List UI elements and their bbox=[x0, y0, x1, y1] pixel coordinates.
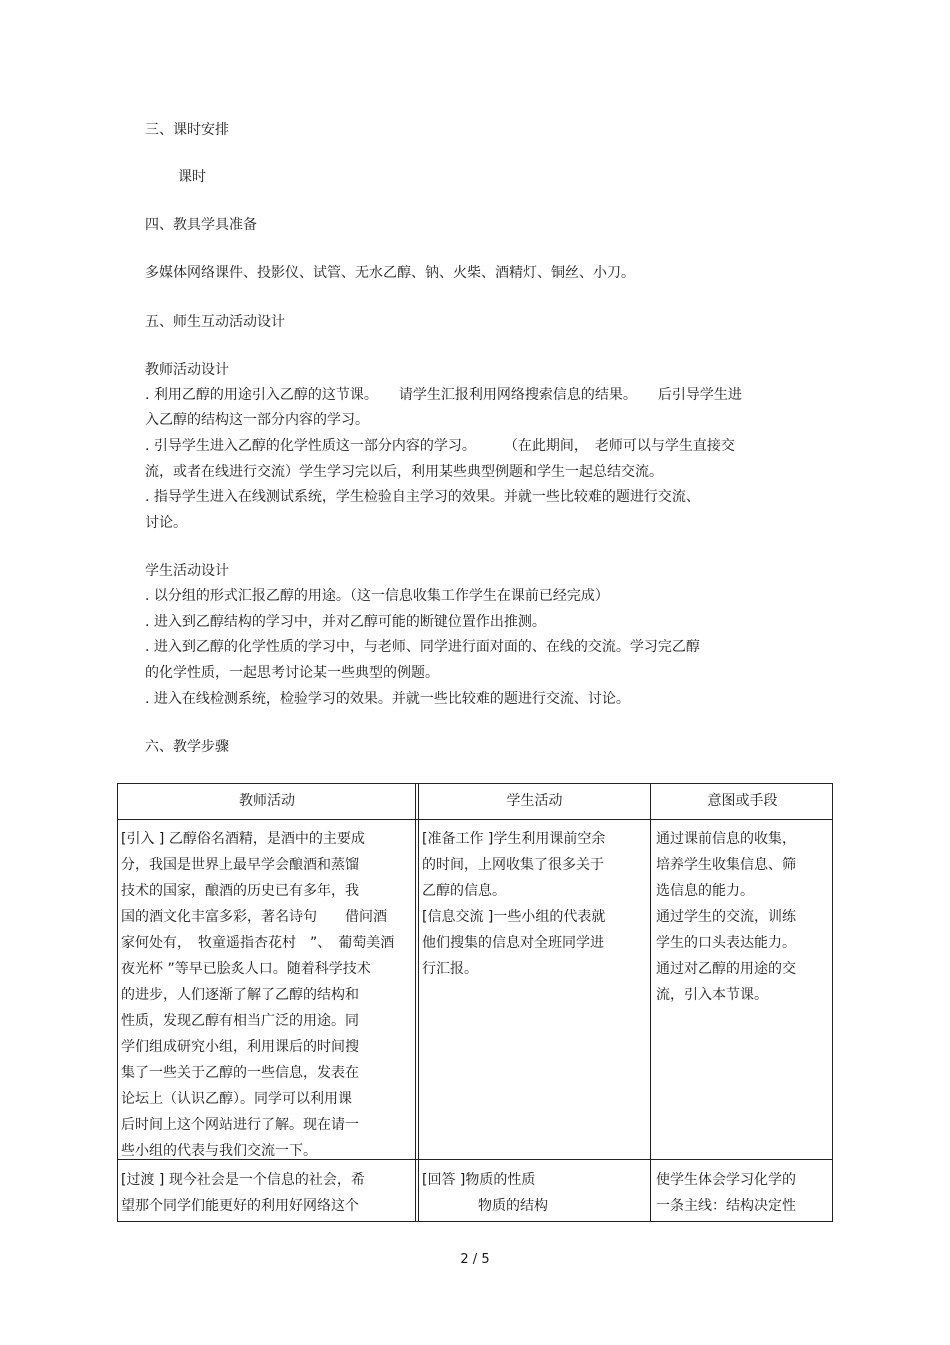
teacher-activity-line: 流，或者在线进行交流）学生学习完以后，利用某些典型例题和学生一起总结交流。 bbox=[145, 464, 663, 480]
cell-line: [过渡 ] 现今社会是一个信息的社会，希 bbox=[121, 1172, 365, 1188]
cell-line: 望那个同学们能更好的利用好网络这个 bbox=[121, 1198, 359, 1214]
column-divider bbox=[650, 784, 651, 1221]
cell-line: 夜光杯 ”等早已脍炙人口。随着科学技术 bbox=[121, 961, 371, 977]
cell-line: 一条主线：结构决定性 bbox=[656, 1198, 796, 1214]
column-divider bbox=[415, 784, 419, 1221]
cell-line: 性质，发现乙醇有相当广泛的用途。同 bbox=[121, 1013, 359, 1029]
cell-line: 论坛上（认识乙醇）。同学可以利用课 bbox=[121, 1091, 352, 1107]
cell-line: 通过对乙醇的用途的交 bbox=[656, 961, 796, 977]
cell-line: 行汇报。 bbox=[422, 961, 478, 977]
teacher-activity-line: . 指导学生进入在线测试系统，学生检验自主学习的效果。并就一些比较难的题进行交流、 bbox=[145, 489, 700, 505]
teacher-activity-line: . 利用乙醇的用途引入乙醇的这节课。 请学生汇报利用网络搜索信息的结果。 后引导学生进 bbox=[145, 387, 742, 403]
teaching-steps-table bbox=[117, 783, 833, 1222]
student-activity-line: . 进入到乙醇的化学性质的学习中，与老师、同学进行面对面的、在线的交流。学习完乙醇 bbox=[145, 639, 700, 655]
cell-line: [准备工作 ]学生利用课前空余 bbox=[422, 831, 606, 847]
row1-teacher-cell bbox=[121, 826, 394, 1164]
cell-line: 选信息的能力。 bbox=[656, 883, 754, 899]
cell-line: [回答 ]物质的性质 bbox=[422, 1172, 536, 1188]
teacher-activity-line: 入乙醇的结构这一部分内容的学习。 bbox=[145, 412, 369, 428]
cell-line: 物质的结构 bbox=[422, 1198, 548, 1214]
section-3-value: 课时 bbox=[178, 169, 206, 185]
section-5-heading: 五、师生互动活动设计 bbox=[145, 314, 285, 330]
student-activity-line: . 进入在线检测系统，检验学习的效果。并就一些比较难的题进行交流、讨论。 bbox=[145, 691, 630, 707]
cell-line: 通过课前信息的收集， bbox=[656, 831, 796, 847]
cell-line: 国的酒文化丰富多彩，著名诗句 借问酒 bbox=[121, 909, 387, 925]
cell-line: 使学生体会学习化学的 bbox=[656, 1172, 796, 1188]
row1-intent-cell bbox=[656, 826, 796, 1008]
cell-line: 学们组成研究小组，利用课后的时间搜 bbox=[121, 1039, 359, 1055]
cell-line: 乙醇的信息。 bbox=[422, 883, 506, 899]
cell-line: [信息交流 ]一些小组的代表就 bbox=[422, 909, 606, 925]
page-number: 2 / 5 bbox=[460, 1252, 490, 1267]
header-divider bbox=[118, 819, 832, 820]
cell-line: 他们搜集的信息对全班同学进 bbox=[422, 935, 604, 951]
row2-teacher-cell bbox=[121, 1167, 365, 1219]
header-student: 学生活动 bbox=[506, 793, 563, 809]
student-activity-line: . 以分组的形式汇报乙醇的用途。（这一信息收集工作学生在课前已经完成） bbox=[145, 588, 609, 604]
section-4-value: 多媒体网络课件、投影仪、试管、无水乙醇、钠、火柴、酒精灯、铜丝、小刀。 bbox=[145, 265, 635, 281]
cell-line: 的进步，人们逐渐了解了乙醇的结构和 bbox=[121, 987, 359, 1003]
cell-line: 家何处有， 牧童遥指杏花村 ”、 葡萄美酒 bbox=[121, 935, 395, 951]
section-6-heading: 六、教学步骤 bbox=[145, 739, 229, 755]
cell-line: 技术的国家，酿酒的历史已有多年，我 bbox=[121, 883, 359, 899]
row2-intent-cell bbox=[656, 1167, 796, 1219]
cell-line: 分，我国是世界上最早学会酿酒和蒸馏 bbox=[121, 857, 359, 873]
row2-student-cell bbox=[422, 1167, 548, 1219]
student-activity-title: 学生活动设计 bbox=[145, 563, 229, 579]
section-3-heading: 三、课时安排 bbox=[145, 122, 229, 138]
teacher-activity-line: 讨论。 bbox=[145, 515, 187, 531]
row1-student-cell bbox=[422, 826, 605, 982]
cell-line: 集了一些关于乙醇的一些信息，发表在 bbox=[121, 1065, 359, 1081]
header-teacher: 教师活动 bbox=[239, 793, 295, 809]
cell-line: 的时间，上网收集了很多关于 bbox=[422, 857, 604, 873]
cell-line: [引入 ] 乙醇俗名酒精，是酒中的主要成 bbox=[121, 831, 365, 847]
header-intent: 意图或手段 bbox=[707, 793, 778, 809]
section-4-heading: 四、教具学具准备 bbox=[145, 217, 257, 233]
cell-line: 些小组的代表与我们交流一下。 bbox=[121, 1143, 317, 1159]
teacher-activity-line: . 引导学生进入乙醇的化学性质这一部分内容的学习。 （在此期间， 老师可以与学生直接交 bbox=[145, 438, 735, 454]
student-activity-line: 的化学性质，一起思考讨论某一些典型的例题。 bbox=[145, 665, 439, 681]
cell-line: 培养学生收集信息、筛 bbox=[656, 857, 796, 873]
teacher-activity-title: 教师活动设计 bbox=[145, 362, 229, 378]
cell-line: 通过学生的交流，训练 bbox=[656, 909, 796, 925]
cell-line: 学生的口头表达能力。 bbox=[656, 935, 796, 951]
cell-line: 后时间上这个网站进行了解。现在请一 bbox=[121, 1117, 359, 1133]
cell-line: 流，引入本节课。 bbox=[656, 987, 768, 1003]
student-activity-line: . 进入到乙醇结构的学习中，并对乙醇可能的断键位置作出推测。 bbox=[145, 614, 546, 630]
